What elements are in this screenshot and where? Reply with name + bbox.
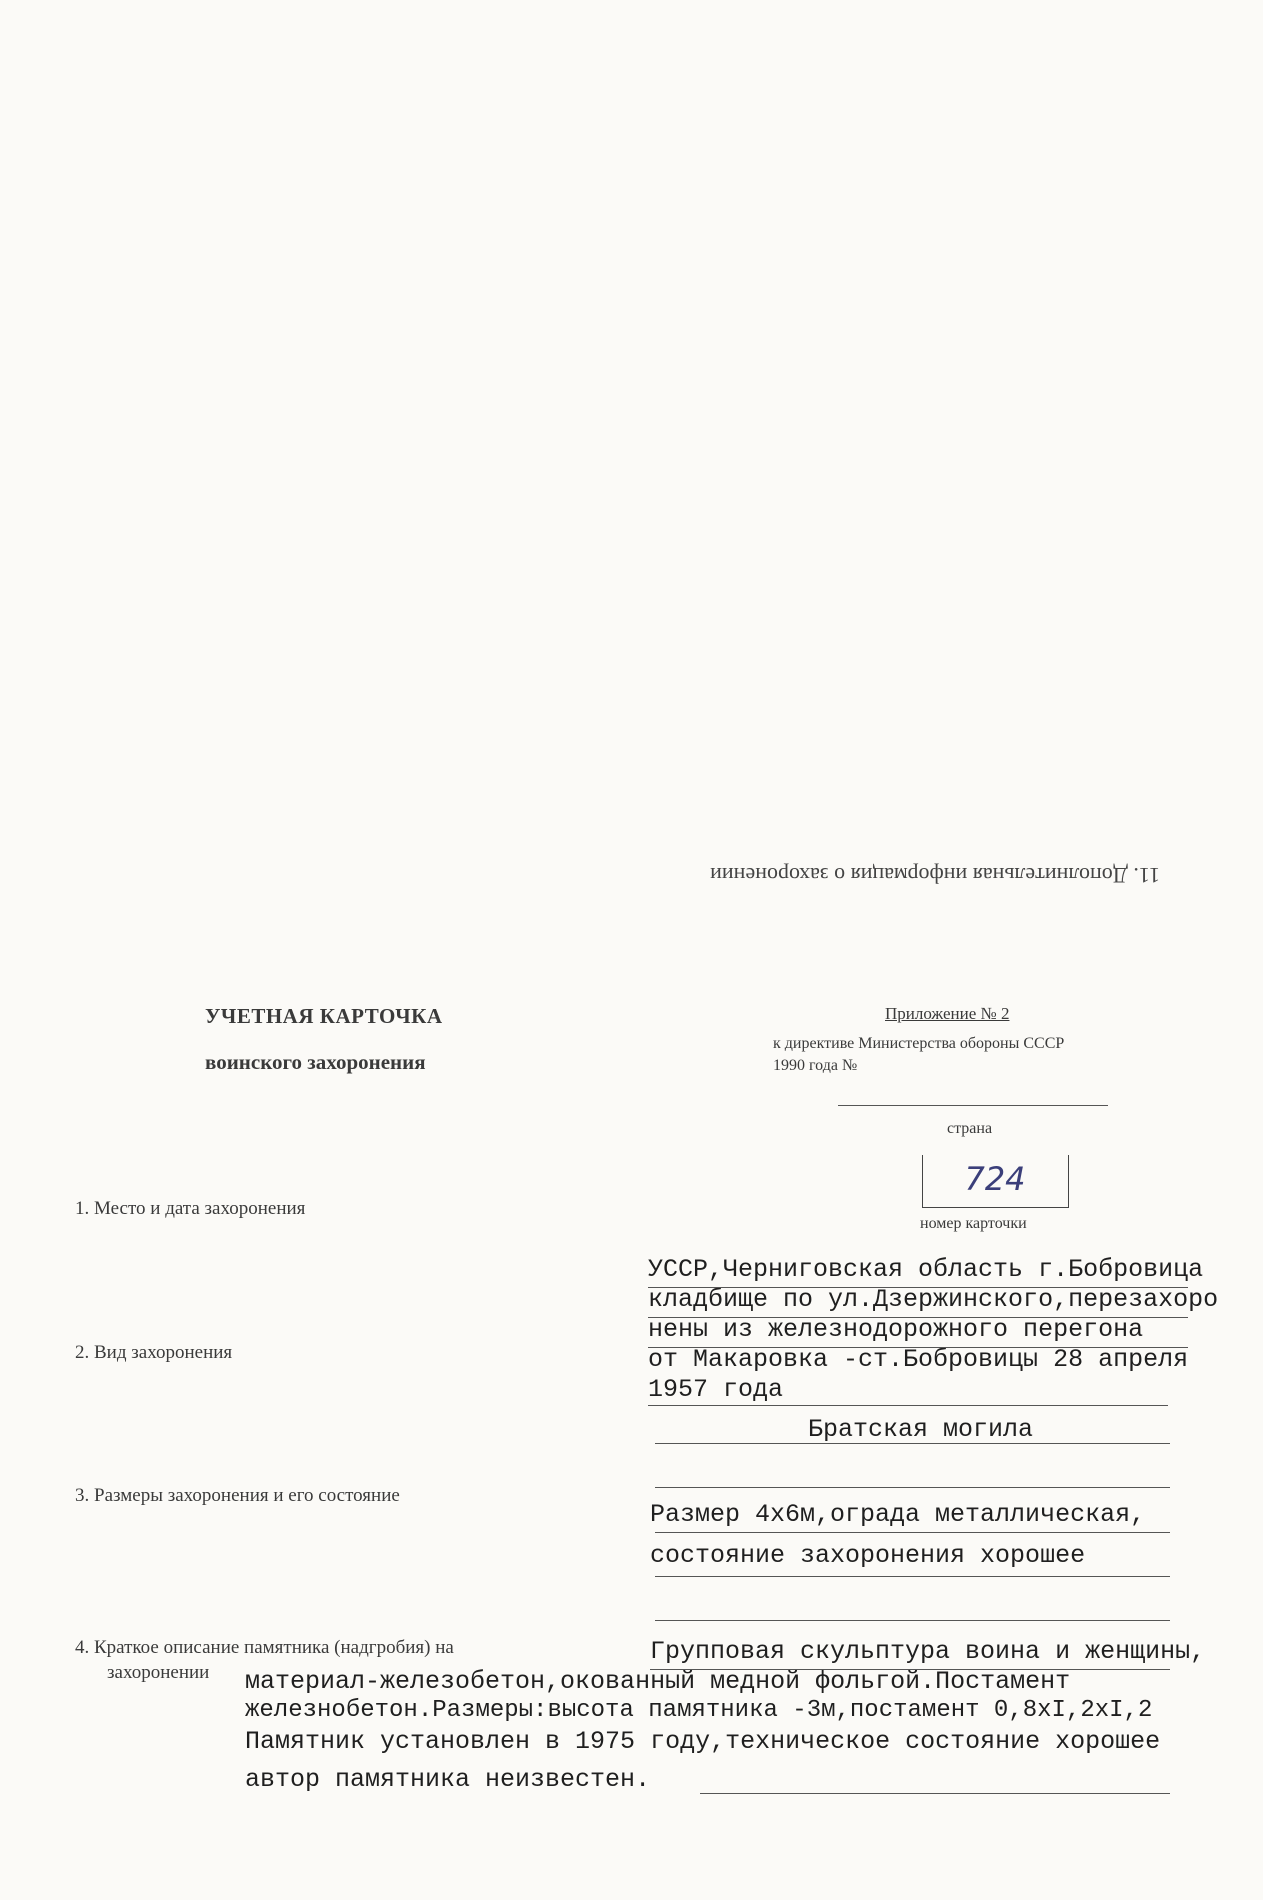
- monument-rule-1: [650, 1669, 1170, 1670]
- size-rule-3: [655, 1620, 1170, 1621]
- item-2-label: 2. Вид захоронения: [75, 1342, 233, 1363]
- size-rule-top: [655, 1487, 1170, 1488]
- place-rule-4: [648, 1405, 1168, 1406]
- directive-line-1: к директиве Министерства обороны СССР: [773, 1035, 1065, 1052]
- card-number-label: номер карточки: [920, 1215, 1027, 1232]
- monument-rule-2: [700, 1793, 1170, 1794]
- size-line-1: Размер 4х6м,ограда металлическая,: [650, 1500, 1146, 1529]
- burial-type: Братская могила: [808, 1415, 1034, 1444]
- place-rule-1: [648, 1287, 1188, 1288]
- place-line-3: нены из железнодорожного перегона: [648, 1315, 1144, 1344]
- card-subtitle: воинского захоронения: [205, 1050, 426, 1074]
- card-number: 724: [964, 1160, 1026, 1198]
- item-4-label-line-1: 4. Краткое описание памятника (надгробия) на: [75, 1637, 454, 1658]
- monument-line-3: железнобетон.Размеры:высота памятника -3м,постамент 0,8хI,2хI,2: [245, 1697, 1153, 1724]
- place-rule-3: [648, 1347, 1188, 1348]
- item-1-label: 1. Место и дата захоронения: [75, 1198, 306, 1219]
- item-3-label: 3. Размеры захоронения и его состояние: [75, 1485, 400, 1506]
- place-line-1: УССР,Черниговская область г.Бобровица: [648, 1255, 1204, 1284]
- place-rule-2: [648, 1317, 1188, 1318]
- size-rule-2: [655, 1576, 1170, 1577]
- directive-line-2: 1990 года №: [773, 1057, 858, 1074]
- monument-line-5: автор памятника неизвестен.: [245, 1765, 651, 1794]
- item-4-label-line-2: захоронении: [107, 1662, 210, 1683]
- size-line-2: состояние захоронения хорошее: [650, 1541, 1086, 1570]
- country-label: страна: [947, 1120, 993, 1137]
- monument-line-1: Групповая скульптура воина и женщины,: [650, 1637, 1206, 1666]
- place-line-4: от Макаровка -ст.Бобровицы 28 апреля: [648, 1345, 1189, 1374]
- appendix-label: Приложение № 2: [885, 1004, 1010, 1023]
- card-title: УЧЕТНАЯ КАРТОЧКА: [205, 1004, 443, 1028]
- country-rule: [838, 1105, 1108, 1106]
- monument-line-2: материал-железобетон,окованный медной фольгой.Постамент: [245, 1667, 1071, 1696]
- size-rule-1: [655, 1532, 1170, 1533]
- place-line-2: кладбище по ул.Дзержинского,перезахоро: [648, 1285, 1219, 1314]
- place-line-5: 1957 года: [648, 1375, 784, 1404]
- mirrored-bleed-through-text: 11. Дополнительная информация о захоронении: [710, 863, 1160, 888]
- burial-type-rule: [655, 1443, 1170, 1444]
- monument-line-4: Памятник установлен в 1975 году,техническое состояние хорошее: [245, 1727, 1161, 1756]
